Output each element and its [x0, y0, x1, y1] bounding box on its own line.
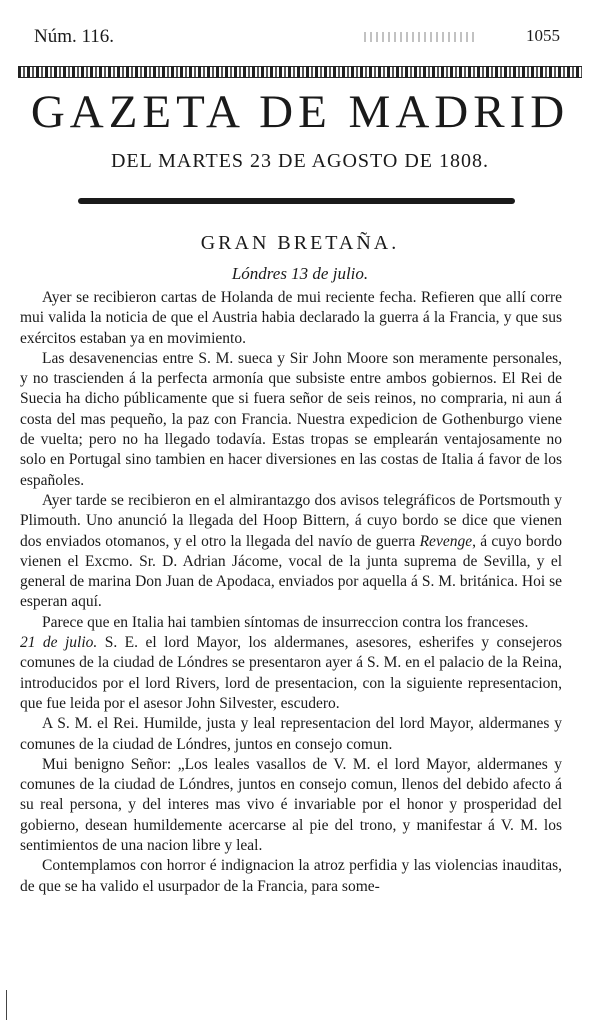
divider-rule [78, 198, 515, 204]
page-header [34, 26, 560, 52]
article-body [20, 288, 562, 897]
dateline: DEL MARTES 23 DE AGOSTO DE 1808. [110, 150, 490, 172]
subsection-title: Lóndres 13 de julio. [231, 264, 369, 283]
ship-name: Revenge [419, 532, 473, 550]
masthead-title: GAZETA DE MADRID [30, 86, 570, 138]
page-number: 1055 [526, 26, 560, 45]
library-stamp [364, 32, 474, 42]
paragraph [20, 491, 562, 613]
date-heading: 21 de julio. [20, 634, 98, 652]
paragraph-text: , á cuyo bordo vienen el Excmo. Sr. D. Adrian Jácome, vocal de la junta suprema de Sevilla, y el general de marina Don Juan de Apodaca, enviados por aquella á S. M. británica. Hoi se esperan aquí. [20, 532, 562, 611]
section-title: GRAN BRETAÑA. [200, 232, 400, 254]
margin-mark [6, 990, 7, 1020]
paragraph: Contemplamos con horror é indignacion la atroz perfidia y las violencias inauditas, de que se ha valido el usurpador de la Francia, para some- [20, 857, 562, 895]
paragraph: Ayer se recibieron cartas de Holanda de mui reciente fecha. Refieren que allí corre mui valida la noticia de que el Austria habia declarado la guerra á la Francia, y que sus exércitos estaban ya en movimiento. [20, 289, 562, 347]
issue-number: Núm. 116. [34, 26, 115, 47]
paragraph: Las desavenencias entre S. M. sueca y Sir John Moore son meramente personales, y no trascienden á la perfecta armonía que subsiste entre ambos gobiernos. El Rei de Suecia ha dicho públicamente que si fuera señor de seis reinos, no compraria, ni aun á costa del mas pequeño, la paz con Francia. Nuestra expedicion de Gothenburgo viene de vuelta; pero no ha llegado todavía. Estas tropas se emplearán ventajosamente no solo en Portugal sino tambien en hacer diversiones en las costas de Italia á favor de los españoles. [20, 349, 562, 489]
paragraph [20, 633, 562, 714]
paragraph: A S. M. el Rei. Humilde, justa y leal representacion del lord Mayor, aldermanes y comunes de la ciudad de Lóndres, juntos en consejo comun. [20, 715, 562, 753]
paragraph-text: S. E. el lord Mayor, los aldermanes, asesores, esherifes y consejeros comunes de la ciudad de Lóndres se presentaron ayer á S. M. en el palacio de la Reina, introducidos por el lord Rivers, lord de presentacion, con la siguiente representacion, que fue leida por el asesor John Silvester, escudero. [20, 634, 562, 712]
ornamental-border [18, 66, 582, 78]
paragraph: Parece que en Italia hai tambien síntomas de insurreccion contra los franceses. [42, 613, 529, 631]
paragraph-text: Ayer tarde se recibieron en el almirantazgo dos avisos telegráficos de Portsmouth y Plimouth. Uno anunció la llegada del Hoop Bittern, á cuyo bordo se dice que vienen dos enviados otomanos, y el otro la llegada del navío de guerra [20, 491, 562, 550]
paragraph: Mui benigno Señor: „Los leales vasallos de V. M. el lord Mayor, aldermanes y comunes de la ciudad de Lóndres, juntos en consejo comun, llenos del debido afecto á su real persona, y del interes mas vivo é invariable por el honor y prosperidad del gobierno, desean humildemente acercarse al pie del trono, y manifestar á V. M. los sentimientos de una nacion libre y leal. [20, 755, 562, 855]
